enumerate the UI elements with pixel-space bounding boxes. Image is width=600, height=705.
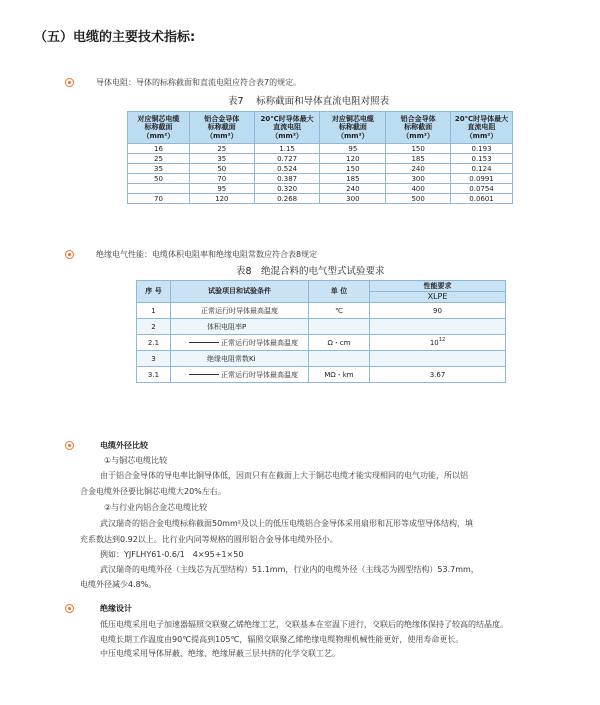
t7-header-cell xyxy=(189,112,254,144)
t8-seq-cell: 3.1 xyxy=(137,367,171,383)
t7-header-cell xyxy=(451,112,513,144)
table-row xyxy=(128,184,513,194)
t8-unit-cell xyxy=(309,319,370,335)
t7-cell: 0.524 xyxy=(254,164,320,174)
t7-cell: 400 xyxy=(386,184,451,194)
t8-unit-cell xyxy=(309,351,370,367)
t7-header-cell xyxy=(254,112,320,144)
table8-caption: 表8 绝混合料的电气型式试验要求 xyxy=(236,266,385,277)
table-row xyxy=(128,164,513,174)
table-row xyxy=(137,319,506,335)
sub-heading-industry: ②与行业内铝合金芯电缆比较 xyxy=(104,503,208,512)
t7-header-line: 20℃时导体最大 xyxy=(260,114,314,123)
t7-cell: 0.0754 xyxy=(451,184,513,194)
t7-cell: 150 xyxy=(320,164,386,174)
t7-cell: 500 xyxy=(386,194,451,204)
t7-header-line: 标称截面 xyxy=(144,123,173,132)
t7-header-line: 直流电阻 xyxy=(467,123,496,132)
bullet-icon xyxy=(65,441,74,450)
t7-header-line: 20℃时导体最大 xyxy=(454,114,509,123)
t8-item-cell xyxy=(171,351,309,367)
t7-header-line: （mm²） xyxy=(402,131,434,140)
t7-header-cell xyxy=(128,112,190,144)
t7-cell: 300 xyxy=(386,174,451,184)
paragraph-line: 电缆外径减少4.8%。 xyxy=(80,580,157,589)
dash-line xyxy=(189,374,219,375)
table-row xyxy=(137,335,506,351)
paragraph-line: 充系数达到0.92以上。比行业内同等规格的圆形铝合金导体电缆外径小。 xyxy=(80,535,338,544)
t7-cell: 0.387 xyxy=(254,174,320,184)
section-title: （五）电缆的主要技术指标: xyxy=(34,30,196,45)
bullet-icon xyxy=(65,250,74,259)
t8-item-text: 绝缘电阻常数Ki xyxy=(207,354,256,363)
table8 xyxy=(136,280,506,383)
t8-item-text: 正常运行时导体最高温度 xyxy=(221,338,298,347)
diameter-comparison-title: 电缆外径比较 xyxy=(100,441,148,450)
paragraph-line: 电缆长期工作温度由90℃提高到105℃，辐照交联聚乙烯绝缘电缆物理机械性能更好，使用寿命更长。 xyxy=(100,635,464,644)
t7-header-line: （mm²） xyxy=(465,131,498,140)
bullet-icon xyxy=(65,78,74,87)
t7-header-cell xyxy=(386,112,451,144)
t7-cell: 16 xyxy=(128,144,190,154)
t7-cell: 1.15 xyxy=(254,144,320,154)
t8-value-text: 10 xyxy=(429,338,439,347)
t7-cell: 0.727 xyxy=(254,154,320,164)
t7-cell: 185 xyxy=(320,174,386,184)
t7-cell: 35 xyxy=(128,164,190,174)
insulation-design-title: 绝缘设计 xyxy=(100,604,132,613)
t7-cell: 95 xyxy=(189,184,254,194)
t8-header-perf: 性能要求 xyxy=(370,281,506,292)
table7 xyxy=(127,111,513,204)
t8-seq-cell: 1 xyxy=(137,303,171,319)
paragraph-line: 低压电缆采用电子加速器辐照交联聚乙烯绝缘工艺，交联基本在室温下进行，交联后的绝缘体保持了较高的结晶度。 xyxy=(100,620,508,629)
t8-seq-cell: 3 xyxy=(137,351,171,367)
t8-item-text: 正常运行时导体最高温度 xyxy=(201,306,278,315)
t7-cell: 50 xyxy=(189,164,254,174)
t7-cell: 95 xyxy=(320,144,386,154)
dash-line xyxy=(189,342,219,343)
t8-header-xlpe: XLPE xyxy=(370,292,506,303)
t8-seq-cell: 2 xyxy=(137,319,171,335)
t7-header-line: （mm²） xyxy=(337,131,369,140)
t7-header-line: 对应铜芯电缆 xyxy=(331,114,374,123)
t8-value-text: 90 xyxy=(433,306,442,315)
t7-header-line: 铝合金导体 xyxy=(204,114,240,123)
t7-cell: 0.153 xyxy=(451,154,513,164)
t7-header-line: 标称截面 xyxy=(404,123,433,132)
t7-cell: 240 xyxy=(320,184,386,194)
t8-value-cell xyxy=(370,303,506,319)
t7-cell: 0.0601 xyxy=(451,194,513,204)
t8-value-exponent: 12 xyxy=(438,336,446,343)
table7-caption: 表7 标称截面和导体直流电阻对照表 xyxy=(228,96,390,107)
t8-unit-cell: ℃ xyxy=(309,303,370,319)
t8-unit-cell: MΩ・km xyxy=(309,367,370,383)
t8-item-cell xyxy=(171,367,309,383)
paragraph-line: 由于铝合金导体的导电率比铜导体低，因而只有在截面上大于铜芯电缆才能实现相同的电气功能，所以铝 xyxy=(100,471,468,480)
t8-item-text: 正常运行时导体最高温度 xyxy=(221,370,298,379)
conductor-resistance-text: 导体电阻：导体的标称截面和直流电阻应符合表7的规定。 xyxy=(96,78,302,87)
t7-header-line: 标称截面 xyxy=(338,123,367,132)
t7-cell: 120 xyxy=(189,194,254,204)
t7-header-line: 标称截面 xyxy=(207,123,236,132)
t7-header-cell xyxy=(320,112,386,144)
t7-cell xyxy=(128,184,190,194)
t7-cell: 240 xyxy=(386,164,451,174)
t8-header-item: 试验项目和试验条件 xyxy=(171,281,309,303)
table-row xyxy=(128,174,513,184)
t7-cell: 70 xyxy=(128,194,190,204)
table-row xyxy=(137,303,506,319)
t7-header-line: 对应铜芯电缆 xyxy=(137,114,180,123)
t7-cell: 50 xyxy=(128,174,190,184)
t7-cell: 0.124 xyxy=(451,164,513,174)
t7-cell: 185 xyxy=(386,154,451,164)
t7-header-line: （mm²） xyxy=(142,131,175,140)
t7-cell: 150 xyxy=(386,144,451,154)
paragraph-line: 武汉瑞奇的铝合金电缆标称截面50mm²及以上的低压电缆铝合金导体采用扇形和瓦形等成型导体结构，填 xyxy=(100,519,473,528)
t7-cell: 70 xyxy=(189,174,254,184)
t7-cell: 0.193 xyxy=(451,144,513,154)
paragraph-line: 中压电缆采用导体屏蔽、绝缘、绝缘屏蔽三层共挤的化学交联工艺。 xyxy=(100,649,340,658)
t8-unit-cell: Ω・cm xyxy=(309,335,370,351)
t7-cell: 120 xyxy=(320,154,386,164)
t8-value-text: 3.67 xyxy=(429,370,446,379)
t7-cell: 300 xyxy=(320,194,386,204)
table-row xyxy=(128,194,513,204)
sub-heading-copper: ①与铜芯电缆比较 xyxy=(104,456,168,465)
t7-header-line: （mm²） xyxy=(271,131,303,140)
t8-value-cell xyxy=(370,335,506,351)
t7-cell: 0.268 xyxy=(254,194,320,204)
t8-item-cell xyxy=(171,319,309,335)
t7-cell: 25 xyxy=(128,154,190,164)
t8-item-text: 体积电阻率P xyxy=(207,322,247,331)
t7-cell: 0.0991 xyxy=(451,174,513,184)
paragraph-line: 合金电缆外径要比铜芯电缆大20%左右。 xyxy=(80,487,226,496)
t7-cell: 25 xyxy=(189,144,254,154)
table-row xyxy=(128,144,513,154)
table-row xyxy=(137,367,506,383)
t8-value-cell xyxy=(370,351,506,367)
t7-header-line: 直流电阻 xyxy=(273,123,302,132)
bullet-icon xyxy=(65,604,74,613)
t7-cell: 35 xyxy=(189,154,254,164)
paragraph-line: 武汉瑞奇的电缆外径（主线芯为瓦型结构）51.1mm，行业内的电缆外径（主线芯为圆型结构）53.7mm， xyxy=(100,565,479,574)
t8-seq-cell: 2.1 xyxy=(137,335,171,351)
t8-header-unit: 单 位 xyxy=(309,281,370,303)
t8-value-cell xyxy=(370,319,506,335)
t8-header-seq: 序 号 xyxy=(137,281,171,303)
example-model-text: 例如：YJFLHY61-0.6/1 4×95+1×50 xyxy=(100,550,244,559)
t8-value-cell xyxy=(370,367,506,383)
insulation-performance-text: 绝缘电气性能：电缆体积电阻率和绝缘电阻常数应符合表8规定 xyxy=(96,250,318,259)
t7-header-line: 铝合金导体 xyxy=(400,114,436,123)
table-row xyxy=(128,154,513,164)
table-row xyxy=(137,351,506,367)
t8-item-cell xyxy=(171,335,309,351)
t7-cell: 0.320 xyxy=(254,184,320,194)
t7-header-line: （mm²） xyxy=(205,131,238,140)
t8-item-cell xyxy=(171,303,309,319)
